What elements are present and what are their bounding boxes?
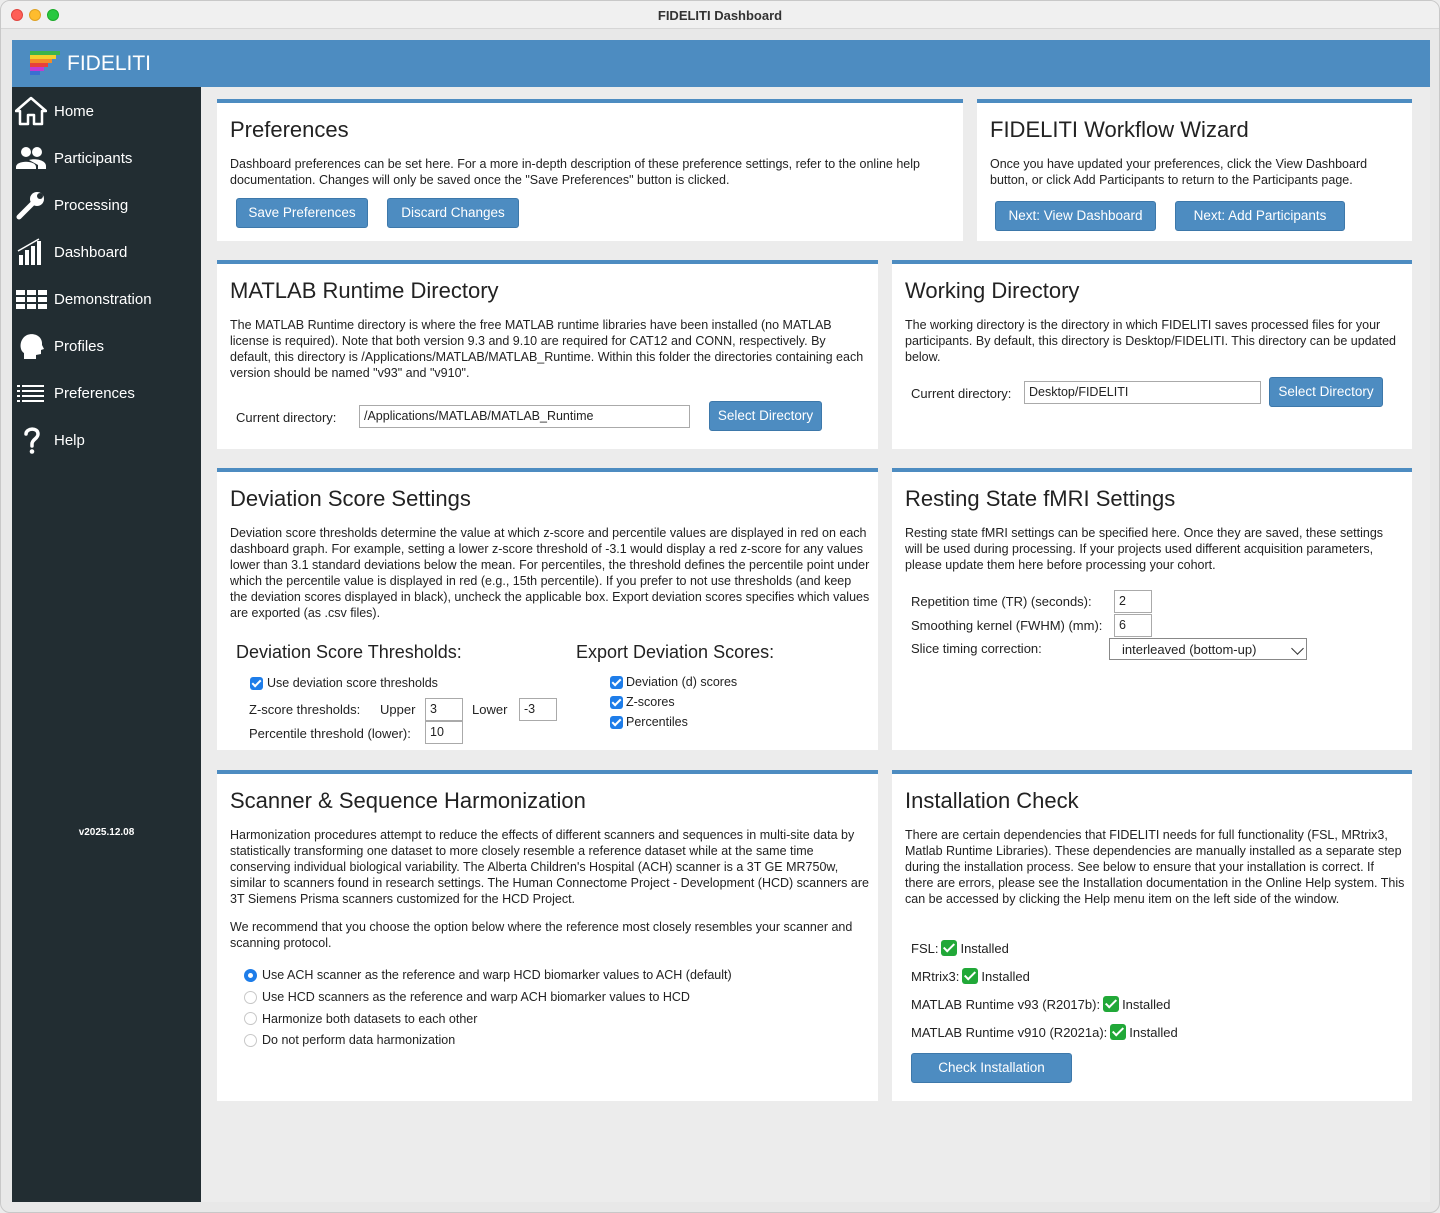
harmonize-option-radio[interactable]	[244, 1012, 257, 1025]
panel-description: The working directory is the directory in which FIDELITI saves processed files for your participants. By default, this directory is Desktop/FIDELITI. This directory can be updated below.	[905, 318, 1396, 364]
workflow-wizard-panel	[977, 99, 1412, 241]
export-heading: Export Deviation Scores:	[576, 642, 775, 662]
sidebar	[12, 87, 201, 1202]
harmonize-option-radio[interactable]	[244, 991, 257, 1004]
panel-title: Installation Check	[905, 788, 1079, 813]
wrench-icon	[15, 190, 47, 220]
export-deviation-checkbox[interactable]	[610, 676, 623, 689]
panel-title: FIDELITI Workflow Wizard	[990, 117, 1249, 142]
table-icon	[15, 284, 47, 314]
window-title: FIDELITI Dashboard	[657, 8, 783, 23]
harmonize-option-label: Use ACH scanner as the reference and warp HCD biomarker values to ACH (default)	[262, 968, 732, 982]
rsfmri-panel	[892, 468, 1412, 750]
sidebar-item-label: Profiles	[54, 338, 105, 355]
head-icon	[15, 331, 47, 361]
slice-timing-label: Slice timing correction:	[911, 641, 1042, 656]
deviation-score-panel	[217, 468, 878, 750]
matlab-select-directory-button[interactable]: Select Directory	[709, 401, 822, 431]
users-icon	[15, 143, 47, 173]
upper-threshold-field[interactable]: 3	[425, 698, 463, 721]
lower-threshold-field[interactable]: -3	[519, 698, 557, 721]
sidebar-item-label: Dashboard	[54, 244, 128, 261]
sidebar-item-dashboard[interactable]	[12, 232, 201, 272]
export-zscore-checkbox[interactable]	[610, 696, 623, 709]
sidebar-item-label: Participants	[54, 150, 133, 167]
install-item-status: Installed	[960, 941, 1009, 956]
discard-changes-button[interactable]: Discard Changes	[387, 198, 519, 228]
save-preferences-button[interactable]: Save Preferences	[236, 198, 368, 228]
view-dashboard-button[interactable]: Next: View Dashboard	[995, 201, 1156, 231]
sidebar-item-demonstration[interactable]	[12, 279, 201, 319]
harmonize-option-label: Use HCD scanners as the reference and warp ACH biomarker values to HCD	[262, 990, 690, 1004]
export-option-label: Z-scores	[626, 695, 675, 709]
fideliti-logo	[30, 51, 60, 75]
install-item-name: FSL:	[911, 941, 939, 956]
recommend-text: We recommend that you choose the option below where the reference most closely resembles your scanner and scanning protocol.	[230, 920, 853, 950]
panel-description: Dashboard preferences can be set here. For a more in-depth description of these preference settings, refer to the online help documentation. Changes will only be saved once the "Save Preferences" button is clicked.	[230, 157, 920, 187]
check-mark-icon	[1103, 996, 1119, 1012]
fwhm-label: Smoothing kernel (FWHM) (mm):	[911, 618, 1103, 633]
sidebar-item-preferences[interactable]	[12, 373, 201, 413]
tr-field[interactable]: 2	[1114, 590, 1152, 613]
sidebar-item-label: Help	[54, 432, 85, 449]
percentile-threshold-label: Percentile threshold (lower):	[249, 726, 411, 741]
check-installation-button[interactable]: Check Installation	[911, 1053, 1072, 1083]
tr-label: Repetition time (TR) (seconds):	[911, 594, 1092, 609]
install-item	[911, 940, 1009, 956]
sidebar-item-profiles[interactable]	[12, 326, 201, 366]
install-item-name: MATLAB Runtime v910 (R2021a):	[911, 1025, 1108, 1040]
home-icon	[15, 96, 47, 126]
sidebar-item-label: Processing	[54, 197, 129, 214]
sidebar-item-participants[interactable]	[12, 138, 201, 178]
matlab-runtime-panel	[217, 260, 878, 449]
panel-description: The MATLAB Runtime directory is where the free MATLAB runtime libraries have been installed (no MATLAB license is required). Note that both version 9.3 and 9.10 are required for CAT12 and CONN, respectively. By default, this directory is /Applications/MATLAB/MATLAB_Runtime. Within this folder the directories containing each version should be named "v93" and "v910".	[230, 318, 864, 380]
preferences-panel	[217, 99, 963, 241]
use-thresholds-checkbox[interactable]	[250, 677, 263, 690]
harmonize-option-radio[interactable]	[244, 1034, 257, 1047]
title-bar	[1, 1, 1439, 29]
harmonize-option-label: Do not perform data harmonization	[262, 1033, 456, 1047]
install-item	[911, 968, 1030, 984]
check-mark-icon	[962, 968, 978, 984]
install-item	[911, 996, 1170, 1012]
use-thresholds-label: Use deviation score thresholds	[267, 676, 438, 690]
export-option-label: Deviation (d) scores	[626, 675, 738, 689]
panel-description: There are certain dependencies that FIDELITI needs for full functionality (FSL, MRtrix3, Matlab Runtime Libraries). These dependencies are manually installed as a separate step during the installation process. See below to ensure that your installation is correct. If there are errors, please see the Installation documentation in the Online Help system. This can be accessed by clicking the Help menu item on the left side of the window.	[905, 828, 1405, 906]
current-directory-label: Current directory:	[236, 410, 337, 425]
thresholds-heading: Deviation Score Thresholds:	[236, 642, 462, 662]
install-item-status: Installed	[981, 969, 1030, 984]
panel-title: Scanner & Sequence Harmonization	[230, 788, 586, 813]
slice-timing-select[interactable]	[1109, 638, 1307, 660]
working-directory-panel	[892, 260, 1412, 449]
panel-title: Deviation Score Settings	[230, 486, 471, 511]
harmonize-option-radio[interactable]	[244, 969, 257, 982]
current-directory-label: Current directory:	[911, 386, 1012, 401]
install-item-status: Installed	[1122, 997, 1171, 1012]
sidebar-item-label: Preferences	[54, 385, 135, 402]
sidebar-item-home[interactable]	[12, 91, 201, 131]
install-item	[911, 1024, 1178, 1040]
check-mark-icon	[1110, 1024, 1126, 1040]
question-icon	[15, 425, 47, 455]
panel-description: Deviation score thresholds determine the value at which z-score and percentile values are displayed in red on each dashboard graph. For example, setting a lower z-score threshold of -3.1 would display a red z-score for any values lower than 3.1 standard deviations below the mean. For percentiles, the threshold defines the percentile point under which the percentile value is displayed in red (e.g., 15th percentile). If you prefer to not use thresholds (and keep the deviation scores displayed in black), uncheck the applicable box. Export deviation scores specifies which values are exported (as .csv files).	[230, 526, 870, 620]
panel-description: Harmonization procedures attempt to reduce the effects of different scanners and sequences in multi-site data by statistically transforming one dataset to more closely resemble a reference dataset while at the same time conserving individual biological variability. The Alberta Children's Hospital (ACH) scanner is a 3T GE MR750w, similar to scanners found in research settings. The Human Connectome Project - Development (HCD) scanners are 3T Siemens Prisma scanners customized for the HCD Project.	[230, 828, 869, 906]
brand-name: FIDELITI	[67, 52, 152, 75]
export-option-label: Percentiles	[626, 715, 688, 729]
sidebar-item-help[interactable]	[12, 420, 201, 460]
harmonize-option-label: Harmonize both datasets to each other	[262, 1012, 478, 1026]
version-label: v2025.12.08	[78, 827, 135, 838]
matlab-directory-field[interactable]: /Applications/MATLAB/MATLAB_Runtime	[359, 405, 690, 428]
lower-label: Lower	[472, 702, 508, 717]
add-participants-button[interactable]: Next: Add Participants	[1175, 201, 1345, 231]
panel-title: Resting State fMRI Settings	[905, 486, 1176, 511]
panel-title: Working Directory	[905, 278, 1080, 303]
check-mark-icon	[941, 940, 957, 956]
install-item-name: MATLAB Runtime v93 (R2017b):	[911, 997, 1101, 1012]
panel-title: MATLAB Runtime Directory	[230, 278, 499, 303]
installation-check-panel	[892, 770, 1412, 1101]
working-directory-field[interactable]: Desktop/FIDELITI	[1024, 381, 1261, 404]
fwhm-field[interactable]: 6	[1114, 614, 1152, 637]
slice-timing-value: interleaved (bottom-up)	[1122, 642, 1257, 657]
panel-description: Once you have updated your preferences, click the View Dashboard button, or click Add Participants to return to the Participants page.	[990, 157, 1368, 187]
install-item-status: Installed	[1129, 1025, 1178, 1040]
list-icon	[15, 378, 47, 408]
export-percentile-checkbox[interactable]	[610, 716, 623, 729]
app-body	[12, 40, 1430, 1202]
percentile-threshold-field[interactable]: 10	[425, 721, 463, 744]
install-item-name: MRtrix3:	[911, 969, 960, 984]
chevron-down-icon	[1291, 642, 1304, 655]
sidebar-item-label: Home	[54, 103, 95, 120]
bar-chart-icon	[15, 237, 47, 267]
panel-description: Resting state fMRI settings can be specified here. Once they are saved, these settings will be used during processing. If your projects used different acquisition parameters, please update them here before processing your cohort.	[905, 526, 1384, 572]
sidebar-item-label: Demonstration	[54, 291, 152, 308]
harmonization-panel	[217, 770, 878, 1101]
upper-label: Upper	[380, 702, 416, 717]
working-select-directory-button[interactable]: Select Directory	[1269, 377, 1383, 407]
sidebar-item-processing[interactable]	[12, 185, 201, 225]
z-score-thresholds-label: Z-score thresholds:	[249, 702, 361, 717]
panel-title: Preferences	[230, 117, 349, 142]
header-bar	[12, 40, 1430, 87]
